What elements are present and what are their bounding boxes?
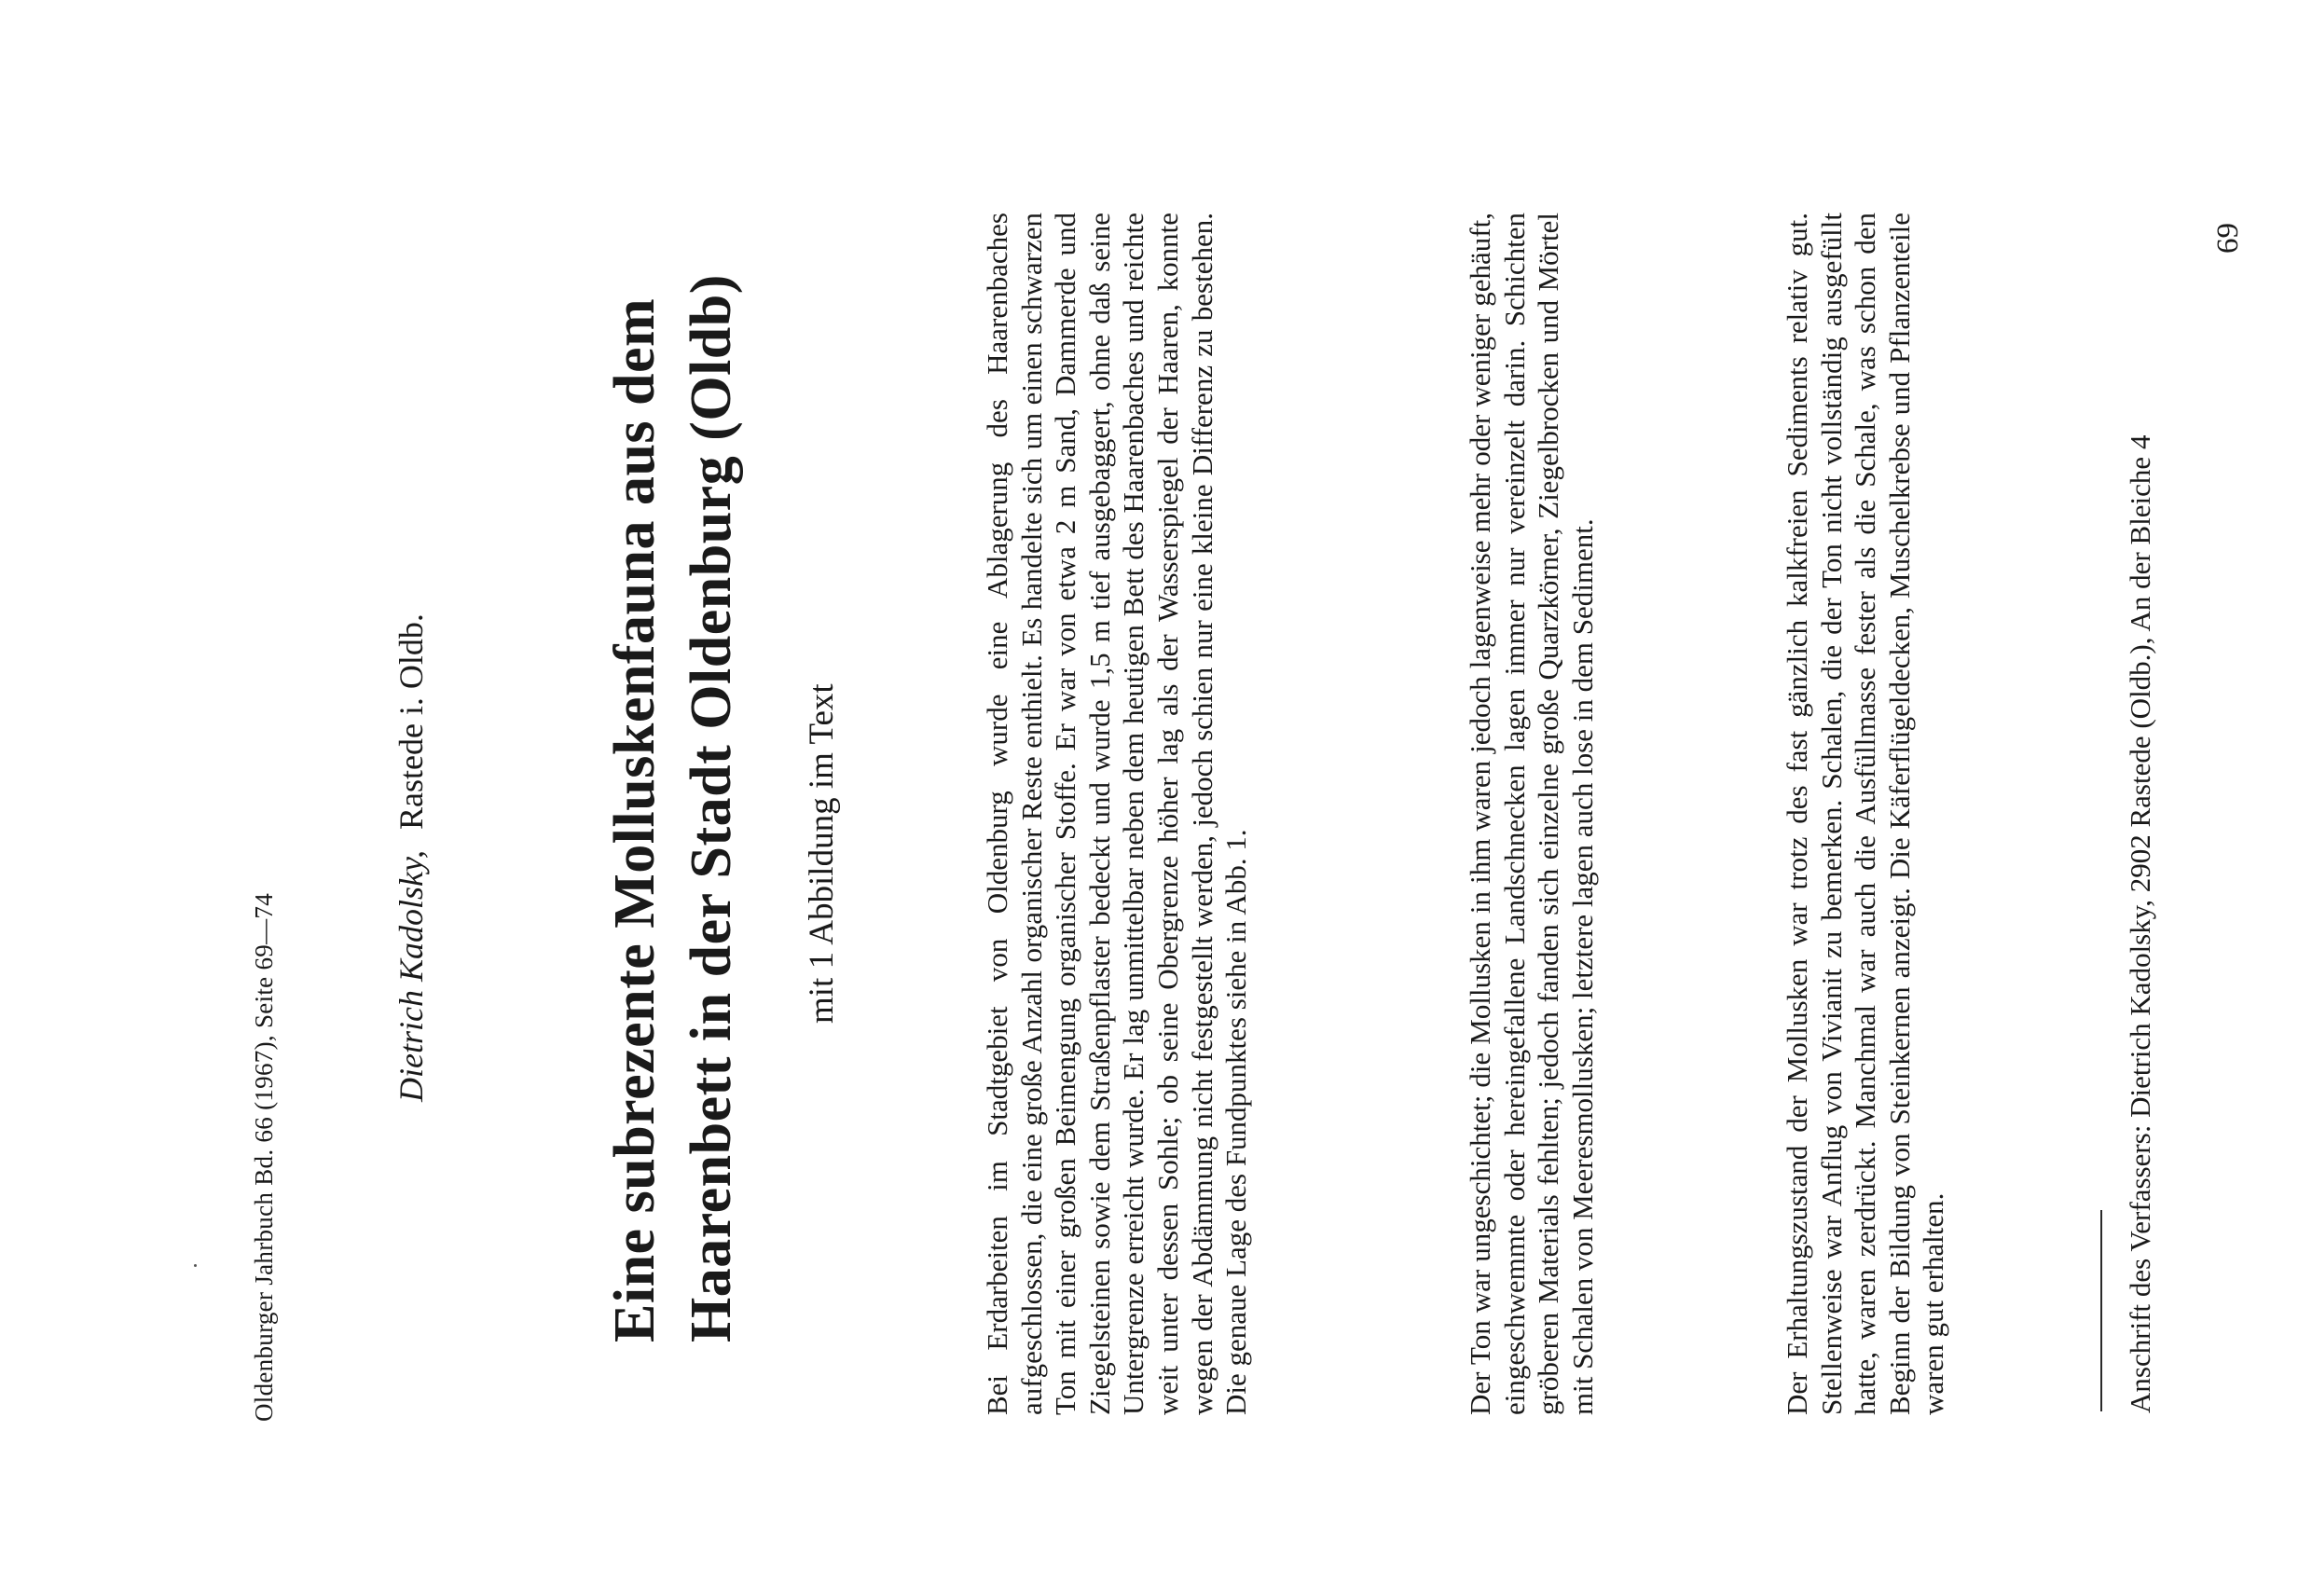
author-address-footnote: Anschrift des Verfassers: Dietrich Kadolsky, 2902 Rastede (Oldb.), An der Bleiche 4 (2124, 434, 2156, 1413)
paragraph-text: Der Erhaltungszustand der Mollusken war trotz des fast gänzlich kalkfreien Sediments relativ gut. Stellenweise war Anflug von Vivianit zu bemerken. Schalen, die der Ton nicht vollständig ausgefüllt hatte, waren zerdrückt. Manchmal war auch die Ausfüllmasse fester als die Schale, was schon den Beginn der Bildung von Steinkernen anzeigt. Die Käferflügeldecken, Muschelkrebse und Pflanzenteile waren gut erhalten. (1781, 213, 1950, 1415)
footnote-rule (2100, 1210, 2102, 1411)
page-number: 69 (2211, 223, 2245, 254)
body-paragraph-3 (1781, 213, 1951, 1415)
author-name: Dietrich Kadolsky, (392, 850, 430, 1102)
title-line-2: Haarenbett in der Stadt Oldenburg (Oldb) (680, 274, 743, 1342)
article-title (597, 274, 750, 1342)
paragraph-text: Bei Erdarbeiten im Stadtgebiet von Oldenburg wurde eine Ablagerung des Haarenbaches aufgeschlossen, die eine große Anzahl organischer Reste enthielt. Es handelte sich um einen schwarzen Ton mit einer großen Beimengung organischer Stoffe. Er war von etwa 2 m Sand, Dammerde und Ziegelsteinen sowie dem Straßenpflaster bedeckt und wurde 1,5 m tief ausgebaggert, ohne daß seine Untergrenze erreicht wurde. Er lag unmittelbar neben dem heutigen Bett des Haarenbaches und reichte weit unter dessen Sohle; ob seine Obergrenze höher lag als der Wasserspiegel der Haaren, konnte wegen der Abdämmung nicht festgestellt werden, jedoch schien nur eine kleine Differenz zu bestehen. Die genaue Lage des Fundpunktes siehe in Abb. 1. (981, 213, 1253, 1415)
title-line-1: Eine subrezente Molluskenfauna aus dem (603, 297, 667, 1342)
body-paragraph-2 (1464, 213, 1600, 1415)
body-paragraph-1 (981, 213, 1254, 1415)
figure-note: mit 1 Abbildung im Text (803, 683, 841, 1024)
author-place: Rastede i. Oldb. (392, 613, 430, 831)
paragraph-text: Der Ton war ungeschichtet; die Mollusken in ihm waren jedoch lagenweise mehr oder weniger gehäuft, eingeschwemmte oder hereingefallene Landschnecken lagen immer nur vereinzelt darin. Schichten gröberen Materials fehlten; jedoch fanden sich einzelne große Quarzkörner, Ziegelbrocken und Mörtel mit Schalen von Meeresmollusken; letztere lagen auch lose in dem Sediment. (1464, 213, 1599, 1415)
scan-speck (194, 1264, 197, 1267)
author-line (392, 613, 431, 1102)
journal-citation: Oldenburger Jahrbuch Bd. 66 (1967), Seite 69—74 (250, 892, 278, 1422)
